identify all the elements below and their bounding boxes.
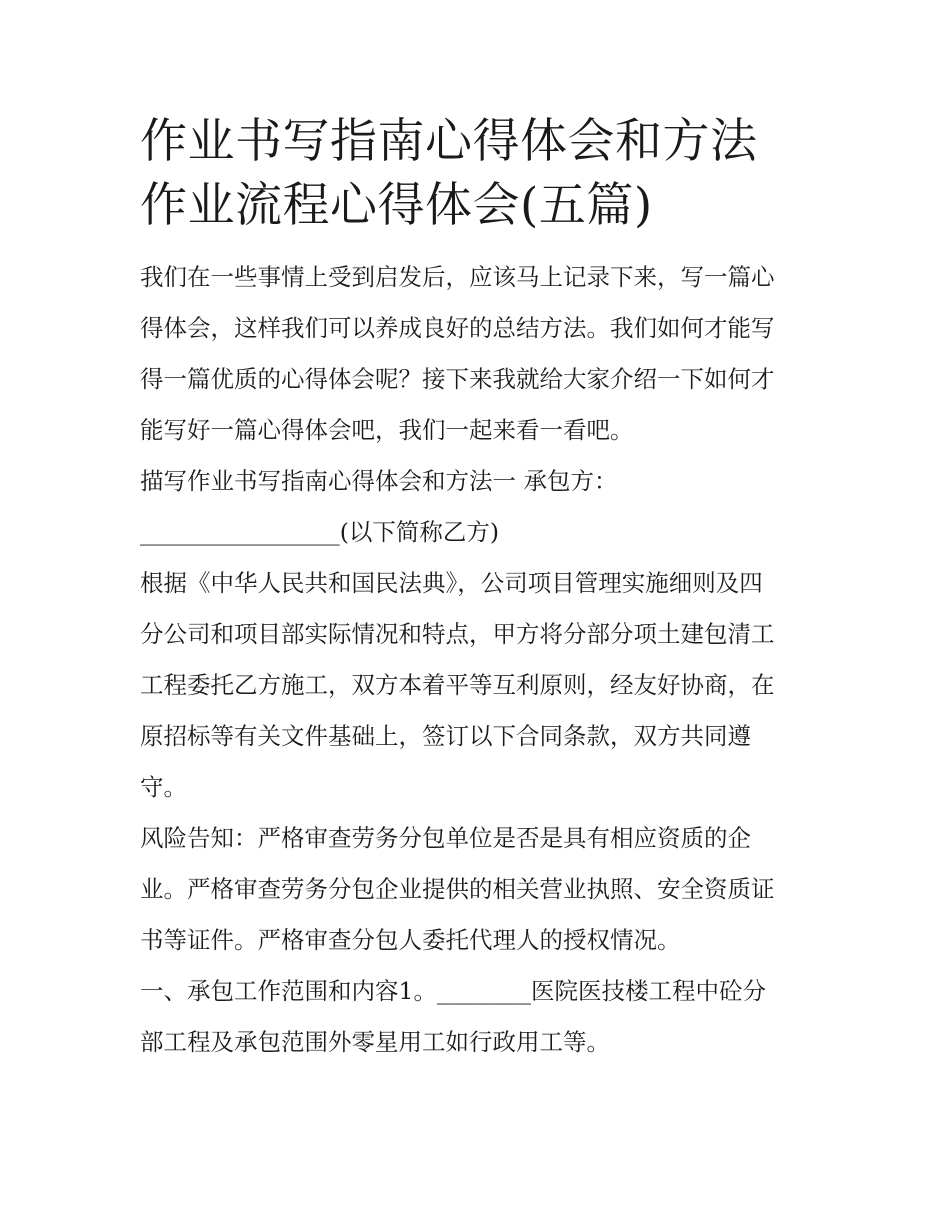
text-line: 描写作业书写指南心得体会和方法一 承包方： xyxy=(140,467,618,495)
risk-notice-paragraph xyxy=(140,813,820,966)
text-line: 得一篇优质的心得体会呢？接下来我就给大家介绍一下如何才 xyxy=(140,365,775,393)
title-line: 作业书写指南心得体会和方法 xyxy=(140,114,758,169)
intro-paragraph xyxy=(140,252,820,456)
text-line: 原招标等有关文件基础上，签订以下合同条款，双方共同遵 xyxy=(140,722,751,750)
text-line: 能写好一篇心得体会吧，我们一起来看一看吧。 xyxy=(140,416,634,444)
text-line: _________________(以下简称乙方) xyxy=(140,518,500,546)
text-line: 工程委托乙方施工，双方本着平等互利原则，经友好协商，在 xyxy=(140,671,775,699)
text-line: 业。严格审查劳务分包企业提供的相关营业执照、安全资质证 xyxy=(140,875,775,903)
text-line: 根据《中华人民共和国民法典》，公司项目管理实施细则及四 xyxy=(140,569,763,597)
text-line: 守。 xyxy=(140,773,187,801)
text-line: 风险告知：严格审查劳务分包单位是否是具有相应资质的企 xyxy=(140,824,751,852)
text-line: 部工程及承包范围外零星用工如行政用工等。 xyxy=(140,1028,610,1056)
text-line: 得体会，这样我们可以养成良好的总结方法。我们如何才能写 xyxy=(140,314,775,342)
text-line: 我们在一些事情上受到启发后，应该马上记录下来，写一篇心 xyxy=(140,263,775,291)
contractor-paragraph xyxy=(140,456,820,558)
text-line: 分公司和项目部实际情况和特点，甲方将分部分项土建包清工 xyxy=(140,620,775,648)
text-line: 一、承包工作范围和内容1。________医院医技楼工程中砼分 xyxy=(140,977,766,1005)
text-line: 书等证件。严格审查分包人委托代理人的授权情况。 xyxy=(140,926,681,954)
scope-paragraph xyxy=(140,966,820,1068)
document-title xyxy=(140,110,820,238)
basis-paragraph xyxy=(140,558,820,813)
title-line: 作业流程心得体会(五篇) xyxy=(140,178,653,233)
